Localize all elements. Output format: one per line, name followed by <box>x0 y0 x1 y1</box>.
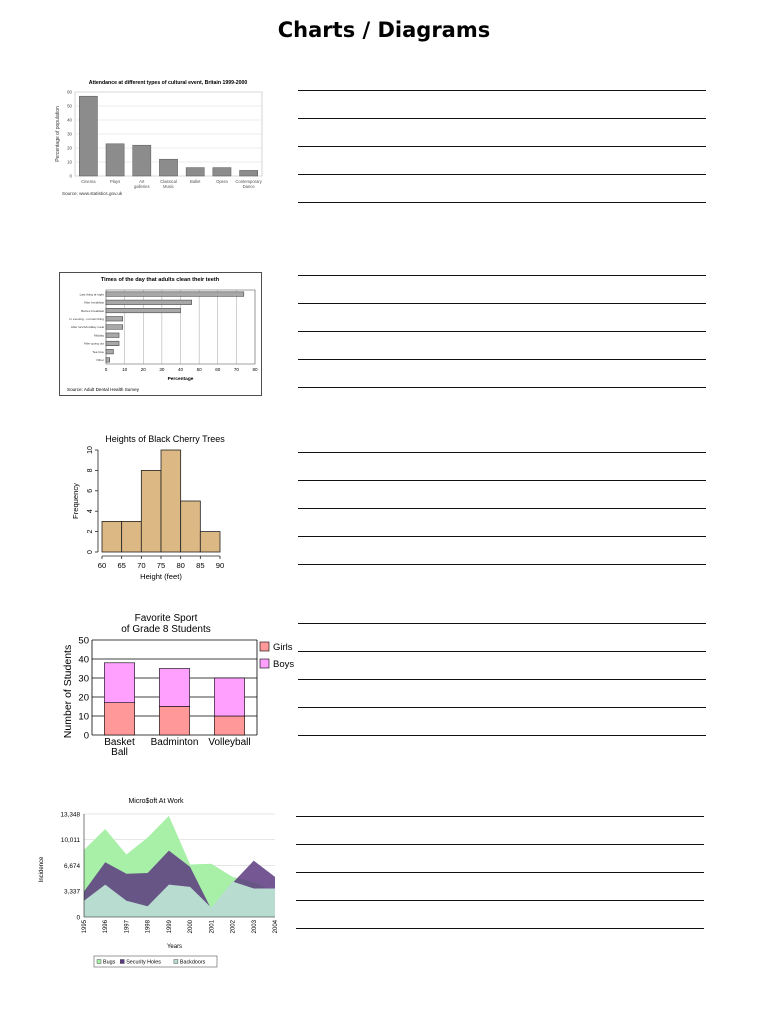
x-tick-label: 2000 <box>188 920 195 934</box>
writing-line[interactable] <box>298 90 706 91</box>
x-tick-label: Badminton <box>150 737 199 748</box>
y-axis-label: Percentage of population <box>55 106 61 162</box>
x-tick-label: 85 <box>196 561 205 570</box>
legend-swatch <box>120 960 124 964</box>
bar <box>240 170 258 176</box>
y-tick-label: 10 <box>67 159 72 165</box>
writing-line[interactable] <box>298 452 706 453</box>
x-tick-label: 90 <box>215 561 225 570</box>
x-tick-label: 2002 <box>230 920 237 934</box>
x-tick-label: 65 <box>117 561 126 570</box>
x-axis-label: Percentage <box>167 377 194 382</box>
legend-label: Boys <box>273 659 295 670</box>
x-tick-label: Ball <box>111 747 128 758</box>
writing-line[interactable] <box>296 900 704 901</box>
stacked-bar-segment <box>104 703 134 735</box>
favorite-sport-chart <box>58 606 304 766</box>
y-tick-label: Tea time <box>92 349 104 354</box>
bar <box>79 96 97 176</box>
x-tick-label: 60 <box>97 561 107 570</box>
bar <box>159 159 177 176</box>
cherry-tree-histogram <box>66 428 250 586</box>
y-tick-label: 6,674 <box>64 862 80 870</box>
y-tick-label: 13,348 <box>60 811 80 819</box>
y-tick-label: 10,011 <box>60 837 80 845</box>
chart-title: Favorite Sport <box>134 613 198 624</box>
writing-line[interactable] <box>296 844 704 845</box>
bar <box>106 349 113 354</box>
chart-title: Micro$oft At Work <box>128 798 184 805</box>
bar <box>133 145 151 176</box>
histogram-bar <box>102 521 122 552</box>
y-tick-label: 50 <box>67 103 72 109</box>
bar <box>106 308 181 313</box>
y-tick-label: 40 <box>67 117 72 123</box>
bar <box>106 317 123 322</box>
y-tick-label: 50 <box>78 635 89 647</box>
y-tick-label: After breakfast <box>83 300 104 305</box>
x-tick-label: Cinema <box>81 179 96 184</box>
legend-label: Backdoors <box>179 959 206 966</box>
writing-line[interactable] <box>298 679 706 680</box>
histogram-bar <box>141 470 161 552</box>
chart-title: Attendance at different types of cultural event, Britain 1999-2000 <box>88 80 248 86</box>
x-tick-label: 70 <box>137 561 146 570</box>
page-title: Charts / Diagrams <box>277 18 491 42</box>
writing-line[interactable] <box>298 146 706 147</box>
x-tick-label: 50 <box>196 367 202 372</box>
writing-line[interactable] <box>298 202 706 203</box>
microsoft-area-chart <box>34 792 284 972</box>
chart-title: of Grade 8 Students <box>121 624 211 635</box>
writing-line[interactable] <box>298 480 706 481</box>
stacked-bar-segment <box>159 669 189 707</box>
y-axis-label: Number of Students <box>62 644 74 739</box>
writing-line[interactable] <box>296 928 704 929</box>
histogram-bar <box>122 521 142 552</box>
x-tick-label: 30 <box>159 367 165 372</box>
legend-swatch <box>174 960 178 964</box>
bar <box>106 325 123 330</box>
y-tick-label: 0 <box>83 730 89 742</box>
y-tick-label: 0 <box>69 173 72 179</box>
x-tick-label: 1999 <box>166 920 173 934</box>
x-tick-label: Contemporary <box>235 179 262 184</box>
y-tick-label: After going out <box>83 341 104 346</box>
legend-label: Security Holes <box>126 959 161 966</box>
writing-line[interactable] <box>298 651 706 652</box>
writing-line[interactable] <box>298 623 706 624</box>
legend-swatch <box>97 960 101 964</box>
x-tick-label: 80 <box>176 561 185 570</box>
writing-line[interactable] <box>298 735 706 736</box>
y-tick-label: Before breakfast <box>81 308 104 313</box>
y-tick-label: Last thing at night <box>79 292 104 297</box>
writing-line[interactable] <box>298 536 706 537</box>
bar <box>106 333 119 338</box>
x-tick-label: 2004 <box>273 920 279 934</box>
y-tick-label: 3,337 <box>64 888 80 896</box>
bar <box>106 358 110 363</box>
y-tick-label: After lunch/midday meal <box>70 325 104 330</box>
y-tick-label: 8 <box>87 468 94 473</box>
bar <box>106 144 124 176</box>
y-tick-label: 6 <box>87 488 94 493</box>
stacked-bar-segment <box>159 707 189 736</box>
x-tick-label: 1996 <box>103 920 110 934</box>
writing-line[interactable] <box>298 118 706 119</box>
x-tick-label: 10 <box>122 367 128 372</box>
y-tick-label: 2 <box>87 529 94 534</box>
legend-swatch <box>260 659 269 668</box>
x-tick-label: galleries <box>133 184 150 189</box>
teeth-cleaning-chart <box>59 272 262 396</box>
chart-title: Heights of Black Cherry Trees <box>105 434 225 444</box>
bar <box>213 168 231 176</box>
y-tick-label: 4 <box>87 509 94 514</box>
y-tick-label: 30 <box>67 131 72 137</box>
y-tick-label: 10 <box>87 446 94 454</box>
stacked-bar-segment <box>104 663 134 703</box>
x-axis-label: Height (feet) <box>140 572 182 581</box>
source-note: Source: www.statistics.gov.uk <box>62 191 123 196</box>
x-tick-label: 70 <box>233 367 239 372</box>
bar <box>106 341 119 346</box>
writing-line[interactable] <box>298 387 706 388</box>
x-tick-label: 1997 <box>124 920 131 934</box>
y-tick-label: 30 <box>78 673 89 685</box>
writing-line[interactable] <box>298 174 706 175</box>
x-tick-label: 0 <box>104 367 108 372</box>
x-axis-label: Years <box>166 944 183 950</box>
legend-label: Bugs <box>103 959 116 966</box>
x-tick-label: Art <box>139 179 145 184</box>
writing-line[interactable] <box>296 816 704 817</box>
y-tick-label: 20 <box>67 145 72 151</box>
histogram-bar <box>161 450 181 552</box>
y-tick-label: 40 <box>78 654 89 666</box>
y-tick-label: 60 <box>67 89 72 95</box>
y-tick-label: Other <box>96 358 104 363</box>
y-tick-label: 0 <box>76 914 80 922</box>
cultural-events-chart <box>50 72 268 202</box>
y-tick-label: 20 <box>78 692 89 704</box>
x-tick-label: 80 <box>252 367 258 372</box>
x-tick-label: Classical <box>160 179 177 184</box>
x-tick-label: 20 <box>140 367 146 372</box>
stacked-bar-segment <box>214 716 244 735</box>
x-tick-label: 60 <box>215 367 221 372</box>
writing-line[interactable] <box>298 303 706 304</box>
x-tick-label: Opera <box>216 179 228 184</box>
source-note: Source: Adult Dental Health Survey <box>67 387 140 392</box>
histogram-bar <box>181 501 201 552</box>
x-tick-label: Dance <box>242 184 255 189</box>
y-axis-label: Incidence <box>39 856 45 883</box>
writing-line[interactable] <box>298 331 706 332</box>
x-tick-label: 75 <box>156 561 166 570</box>
bar <box>106 292 244 297</box>
y-axis-label: Frequency <box>71 483 80 519</box>
writing-line[interactable] <box>298 707 706 708</box>
writing-line[interactable] <box>296 872 704 873</box>
x-tick-label: 2003 <box>251 920 258 934</box>
x-tick-label: Music <box>163 184 174 189</box>
y-tick-label: 0 <box>87 550 94 554</box>
chart-title: Times of the day that adults clean their teeth <box>100 277 220 283</box>
writing-line[interactable] <box>298 359 706 360</box>
x-tick-label: 40 <box>177 367 184 372</box>
x-tick-label: Plays <box>109 179 121 184</box>
legend-swatch <box>260 642 269 651</box>
y-tick-label: In evening - not last thing <box>69 316 104 321</box>
x-tick-label: 1995 <box>82 920 88 934</box>
writing-line[interactable] <box>298 508 706 509</box>
bar <box>106 300 192 305</box>
x-tick-label: Ballet <box>189 179 201 184</box>
x-tick-label: Volleyball <box>208 737 251 748</box>
legend-label: Girls <box>273 642 293 653</box>
x-tick-label: 1998 <box>145 920 152 934</box>
x-tick-label: 2001 <box>209 920 216 934</box>
y-tick-label: Midday <box>94 333 104 338</box>
histogram-bar <box>200 532 220 552</box>
writing-line[interactable] <box>298 275 706 276</box>
bar <box>186 168 204 176</box>
writing-line[interactable] <box>298 564 706 565</box>
x-tick-label: Basket <box>104 737 135 748</box>
y-tick-label: 10 <box>78 711 89 723</box>
stacked-bar-segment <box>214 678 244 716</box>
